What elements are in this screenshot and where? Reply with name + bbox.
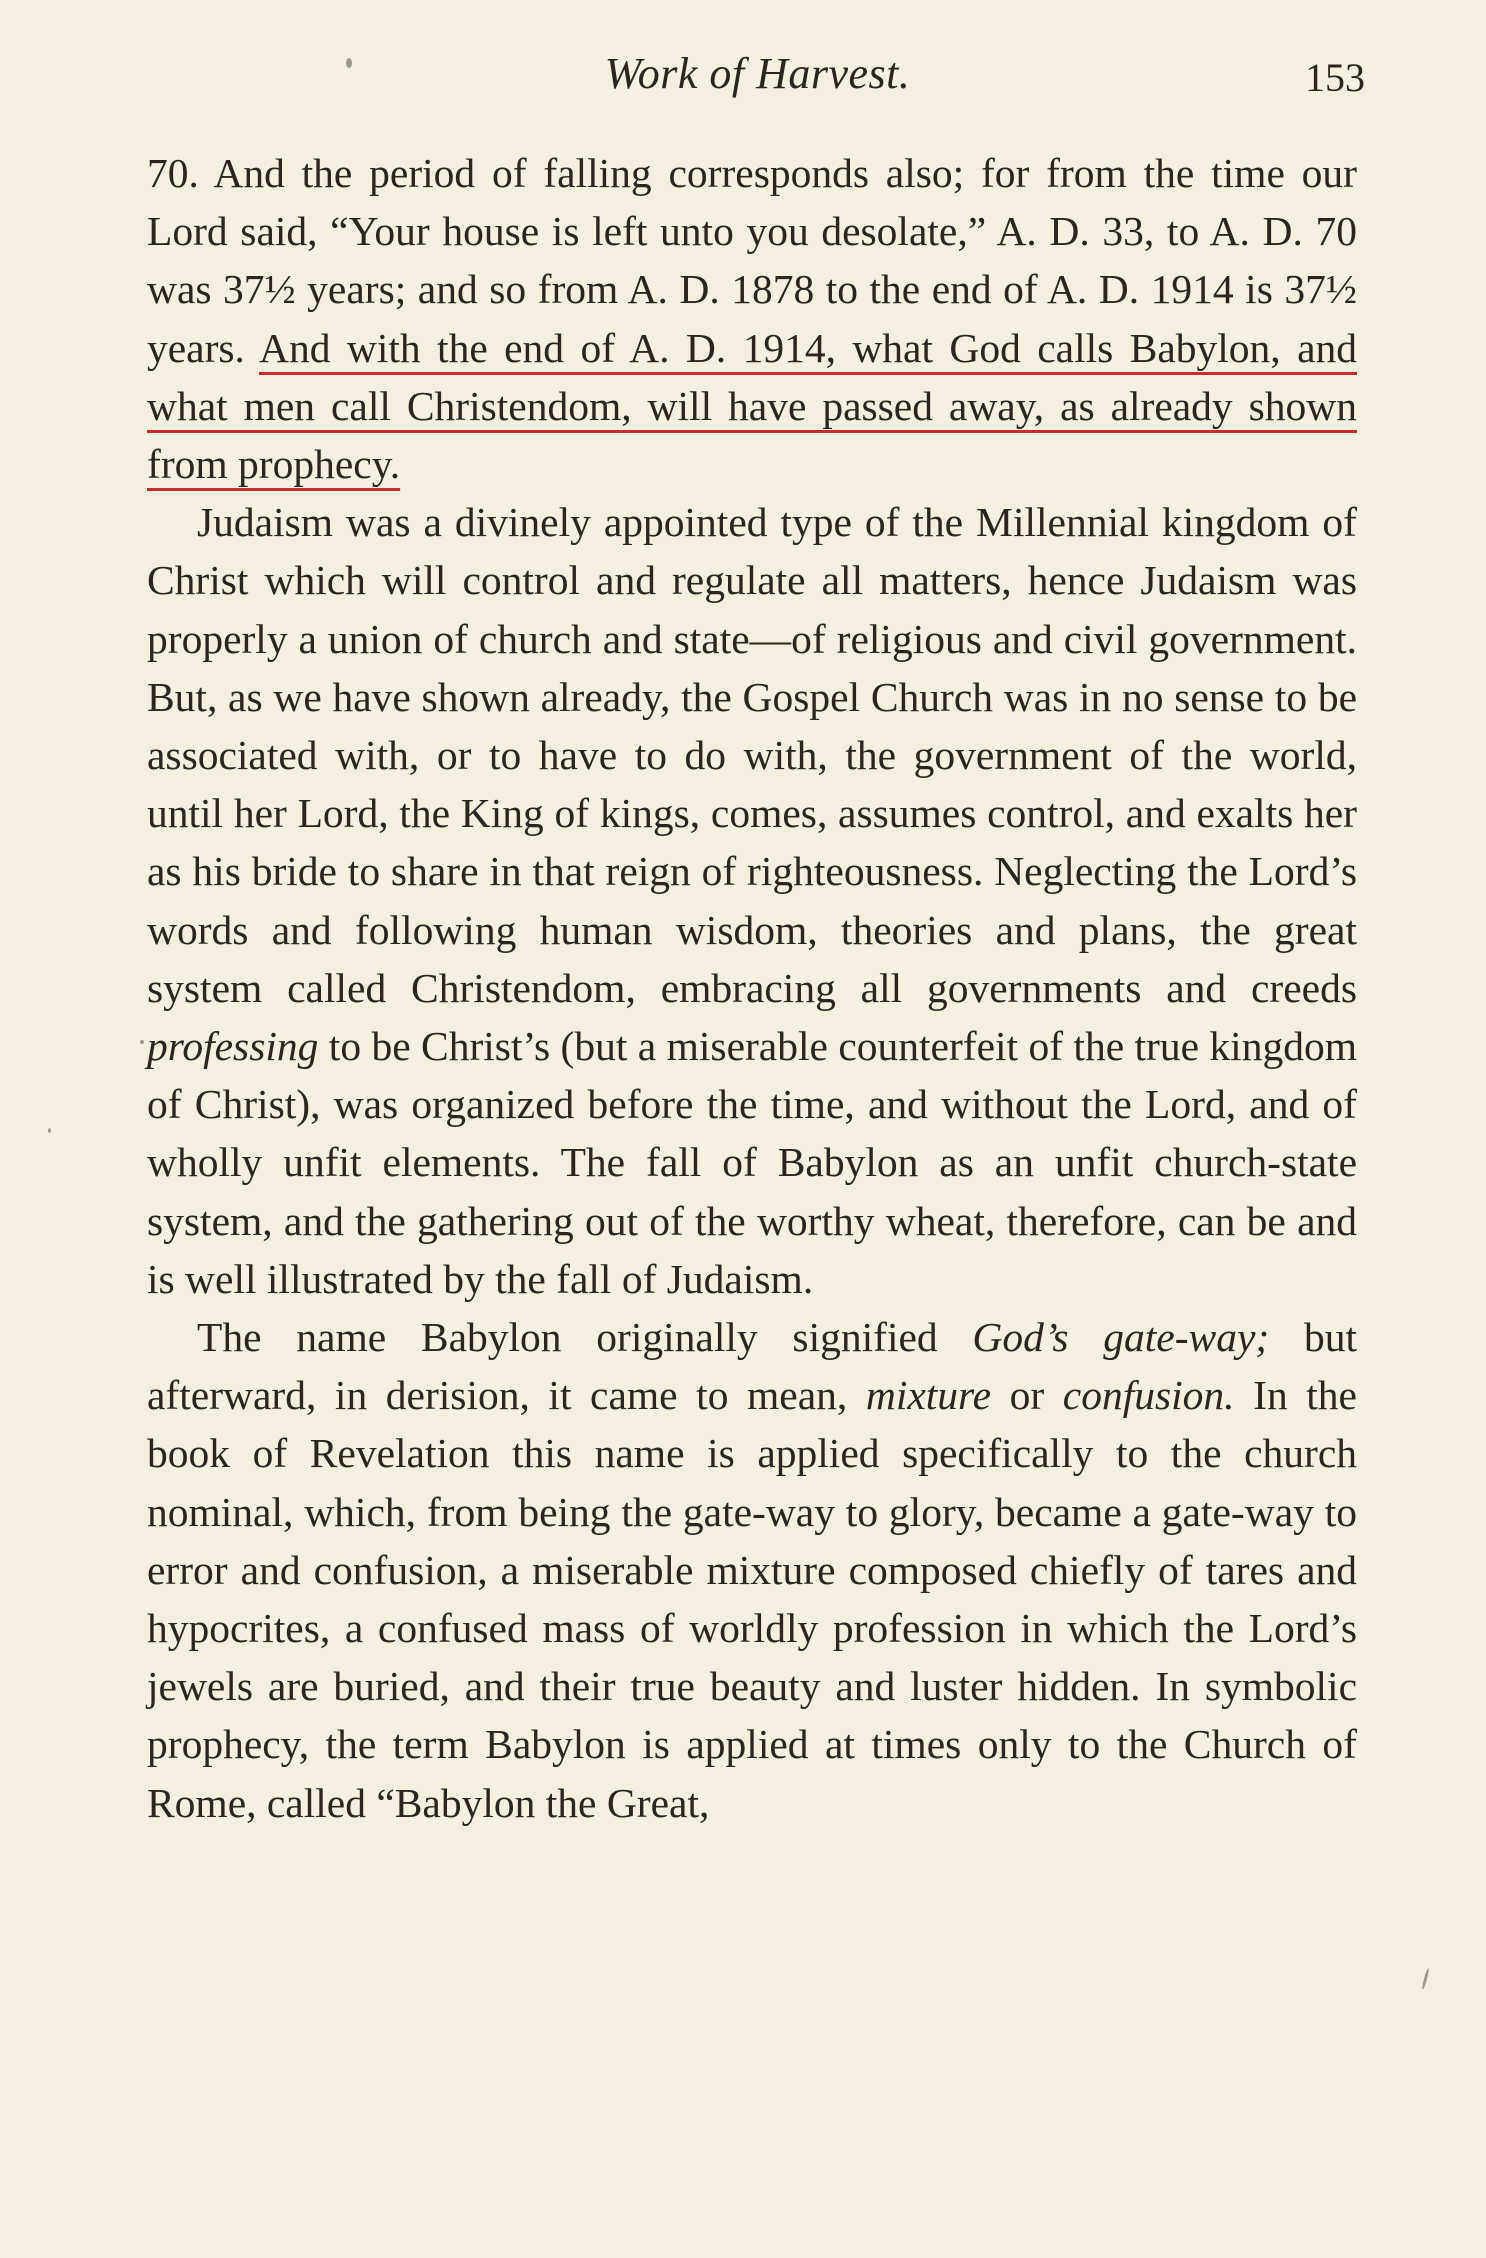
- paragraph-1: [147, 144, 1357, 493]
- paragraph-2: [147, 493, 1357, 1308]
- paper-speck: [48, 1128, 51, 1133]
- running-title: Work of Harvest.: [604, 49, 911, 98]
- paper-speck: [1421, 1968, 1430, 1990]
- page-number: 153: [1305, 55, 1365, 100]
- text-run: or: [991, 1372, 1063, 1419]
- underlined-passage: And with the end of A. D. 1914, what God calls Babylon, and what men call Christendom, will have passed away, as already shown from prophecy.: [147, 324, 1357, 488]
- paragraph-3: [147, 1308, 1357, 1832]
- text-run: 70. And the period of falling corresponds also; for from the time our Lord said, “Your house is left unto you desolate,” A. D. 33, to A. D. 70 was 37½ years; and so from A. D. 1878 to the end of A. D. 1914 is 37½ years.: [147, 150, 1357, 371]
- paper-speck: [346, 58, 352, 68]
- paper-speck: [140, 1040, 144, 1044]
- text-run: In the book of Revelation this name is applied specifically to the church nominal, which, from being the gate-way to glory, became a gate-way to error and confusion, a miserable mixture composed chiefly of tares and hypocrites, a confused mass of worldly profession in which the Lord’s jewels are buried, and their true beauty and luster hidden. In symbolic prophecy, the term Babylon is applied at times only to the Church of Rome, called “Babylon the Great,: [147, 1372, 1357, 1826]
- italic-run: God’s gate-way;: [972, 1314, 1270, 1361]
- page-header: [150, 48, 1365, 118]
- text-run: Judaism was a divinely appointed type of the Millennial kingdom of Christ which will control and regulate all matters, hence Judaism was properly a union of church and state—of religious and civil government. But, as we have shown already, the Gospel Church was in no sense to be associated with, or to have to do with, the government of the world, until her Lord, the King of kings, comes, assumes control, and exalts her as his bride to share in that reign of righteousness. Neglecting the Lord’s words and following human wisdom, theories and plans, the great system called Christendom, embracing all governments and creeds: [147, 499, 1357, 1011]
- italic-run: mixture: [865, 1372, 992, 1419]
- text-run: The name Babylon originally signified: [197, 1314, 973, 1361]
- italic-run: professing: [147, 1023, 319, 1070]
- italic-run: confusion.: [1062, 1372, 1235, 1419]
- text-run: but afterward, in derision, it came to mean,: [147, 1314, 1358, 1419]
- body-text: [147, 144, 1357, 1832]
- text-run: to be Christ’s (but a miserable counterfeit of the true kingdom of Christ), was organized before the time, and without the Lord, and of wholly unfit elements. The fall of Babylon as an unfit church-state system, and the gathering out of the worthy wheat, therefore, can be and is well illustrated by the fall of Judaism.: [147, 1023, 1357, 1302]
